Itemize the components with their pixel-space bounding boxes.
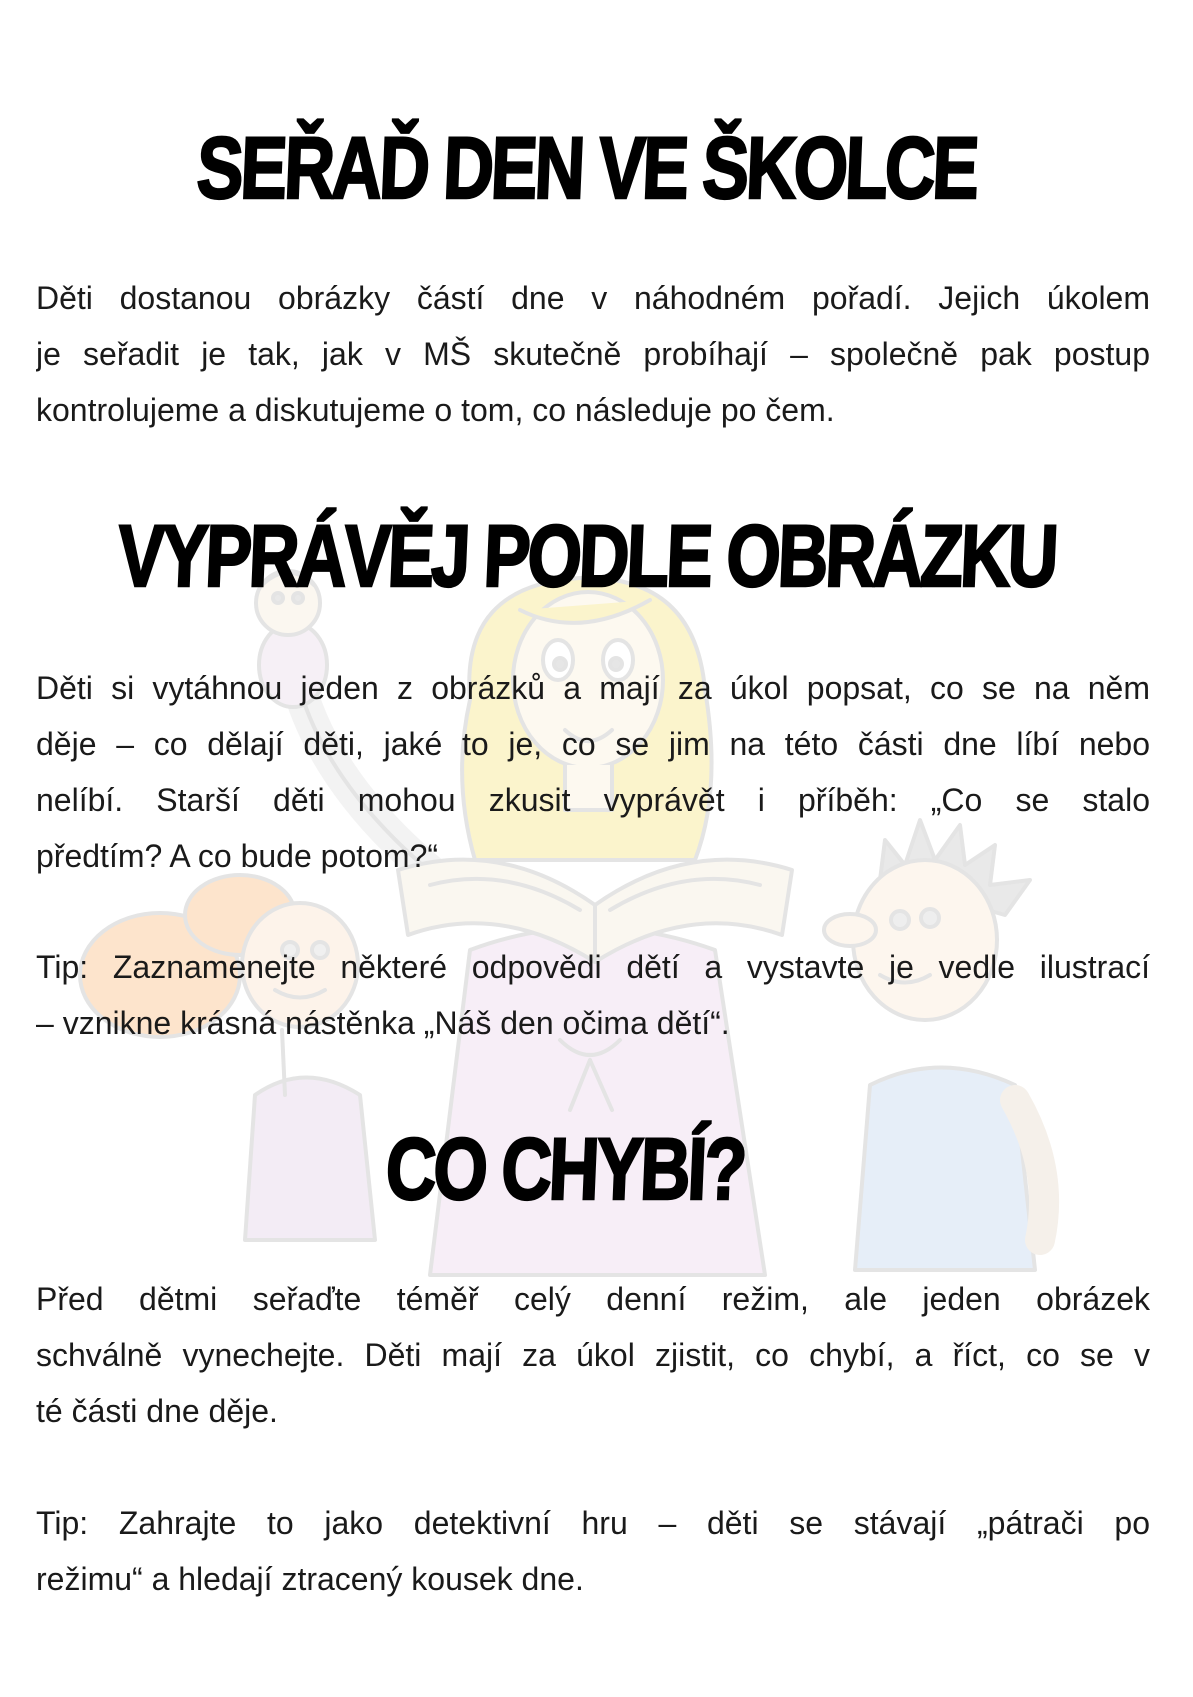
paragraph-line: Tip: Zahrajte to jako detektivní hru – děti se stávají „pátrači po <box>36 1505 1150 1541</box>
paragraph-line: té části dne děje. <box>36 1393 278 1429</box>
tip-what-is-missing <box>36 1495 1150 1607</box>
section-heading-what-is-missing <box>0 1120 1130 1218</box>
paragraph-tell-story <box>36 660 1150 884</box>
paragraph-line: Děti dostanou obrázky částí dne v náhodném pořadí. Jejich úkolem <box>36 280 1150 316</box>
paragraph-line: předtím? A co bude potom?“ <box>36 838 439 874</box>
paragraph-line: režimu“ a hledají ztracený kousek dne. <box>36 1561 584 1597</box>
paragraph-line: děje – co dělají děti, jaké to je, co se jim na této části dne líbí nebo <box>36 726 1150 762</box>
tip-tell-story <box>36 939 1150 1051</box>
section-heading-tell-story <box>0 507 1173 605</box>
heading-text: CO CHYBÍ? <box>383 1120 747 1218</box>
paragraph-what-is-missing <box>36 1271 1150 1439</box>
heading-text: VYPRÁVĚJ PODLE OBRÁZKU <box>115 507 1058 605</box>
paragraph-line: Tip: Zaznamenejte některé odpovědi dětí a vystavte je vedle ilustrací <box>36 949 1150 985</box>
paragraph-line: Děti si vytáhnou jeden z obrázků a mají za úkol popsat, co se na něm <box>36 670 1150 706</box>
paragraph-line: je seřadit je tak, jak v MŠ skutečně probíhají – společně pak postup <box>36 336 1150 372</box>
paragraph-line: kontrolujeme a diskutujeme o tom, co následuje po čem. <box>36 392 835 428</box>
section-heading-day-order <box>0 119 1173 217</box>
paragraph-line: Před dětmi seřaďte téměř celý denní režim, ale jeden obrázek <box>36 1281 1150 1317</box>
paragraph-day-order <box>36 270 1150 438</box>
paragraph-line: schválně vynechejte. Děti mají za úkol zjistit, co chybí, a říct, co se v <box>36 1337 1150 1373</box>
paragraph-line: nelíbí. Starší děti mohou zkusit vyprávět i příběh: „Co se stalo <box>36 782 1150 818</box>
paragraph-line: – vznikne krásná nástěnka „Náš den očima dětí“. <box>36 1005 730 1041</box>
heading-text: SEŘAĎ DEN VE ŠKOLCE <box>194 119 979 217</box>
